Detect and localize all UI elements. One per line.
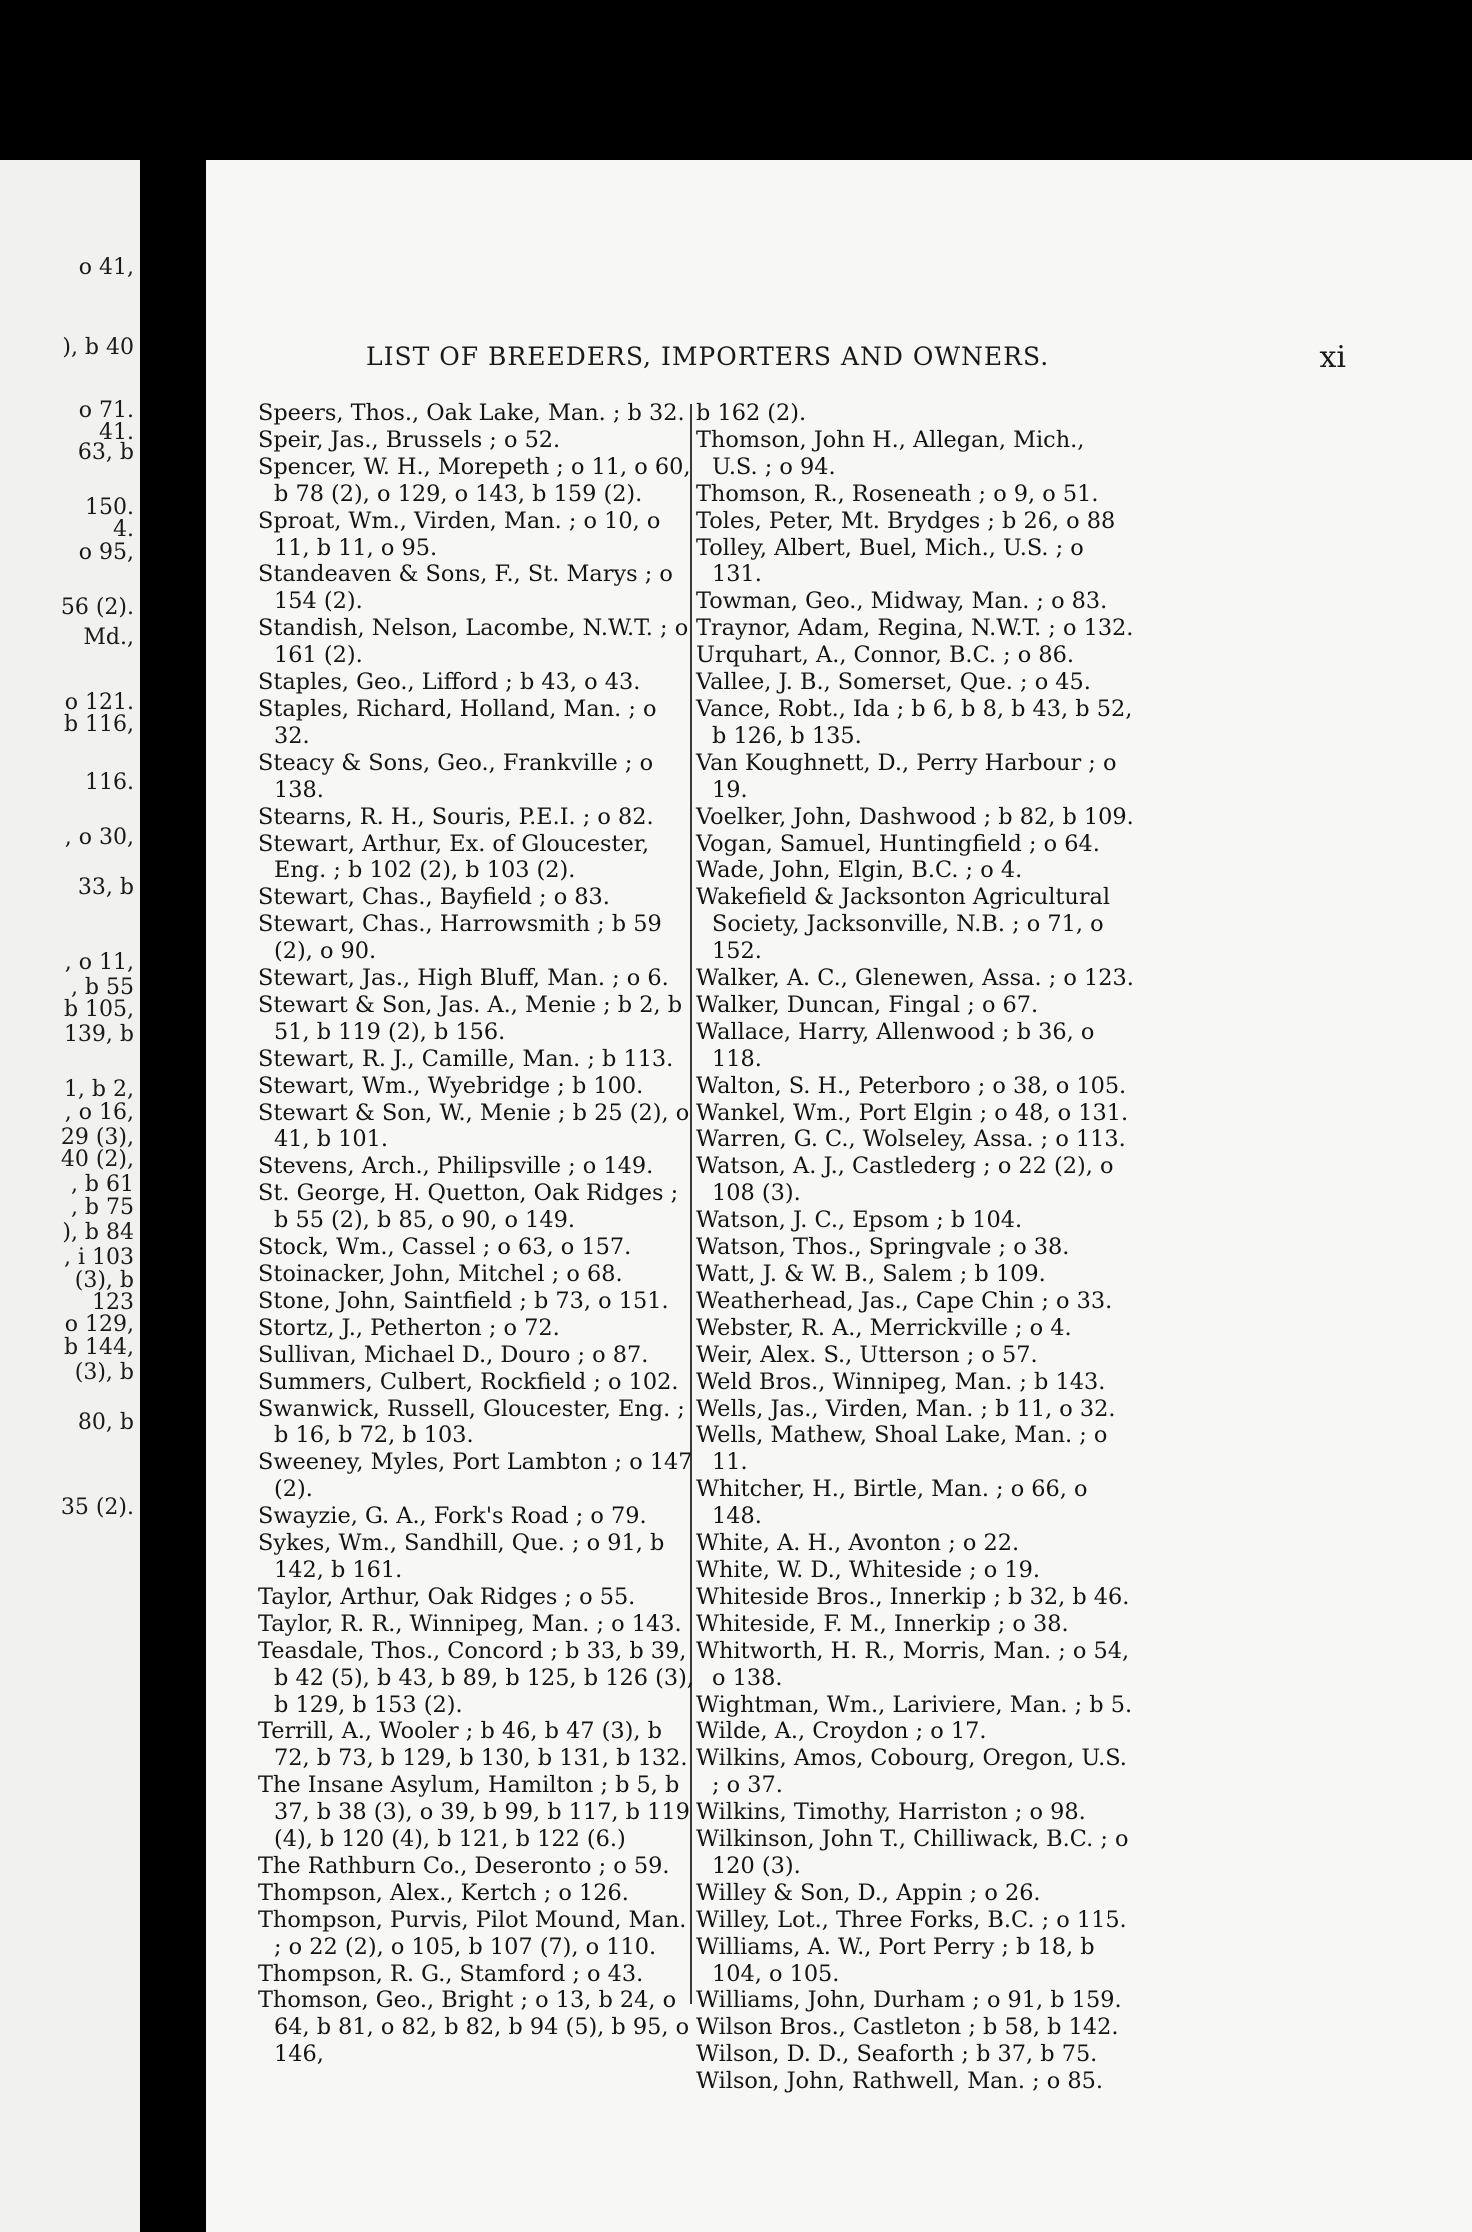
index-entry: Wells, Jas., Virden, Man. ; b 11, o 32. (696, 1395, 1116, 1422)
index-entry: Whitcher, H., Birtle, Man. ; o 66, o 148. (696, 1476, 1088, 1530)
index-entry: Stewart, Chas., Bayfield ; o 83. (258, 884, 610, 911)
facing-page-fragment: 116. (85, 770, 134, 795)
index-entry: Thomson, John H., Allegan, Mich., U.S. ; o 94. (696, 426, 1085, 480)
index-entry: Stewart, R. J., Camille, Man. ; b 113. (258, 1045, 674, 1072)
index-entry: Warren, G. C., Wolseley, Assa. ; o 113. (696, 1126, 1126, 1153)
facing-page-fragment: 123 (92, 1290, 134, 1315)
facing-page-fragment: 139, b (63, 1022, 134, 1047)
index-entry: Staples, Geo., Lifford ; b 43, o 43. (258, 669, 641, 696)
index-entry: Swanwick, Russell, Gloucester, Eng. ; b 16, b 72, b 103. (258, 1395, 685, 1449)
facing-page-fragment: 35 (2). (60, 1495, 134, 1520)
index-entry: Whitworth, H. R., Morris, Man. ; o 54, o 138. (696, 1637, 1130, 1691)
facing-page-fragment: 4. (113, 517, 134, 542)
facing-page-fragment: o 121. (64, 690, 134, 715)
index-entry: Sykes, Wm., Sandhill, Que. ; o 91, b 142, b 161. (258, 1530, 665, 1583)
index-entry: Vogan, Samuel, Huntingfield ; o 64. (696, 830, 1100, 857)
facing-page-fragment: o 95, (78, 540, 134, 565)
index-entry: Willey & Son, D., Appin ; o 26. (696, 1879, 1041, 1906)
index-entry: Stewart, Jas., High Bluff, Man. ; o 6. (258, 965, 669, 992)
index-entry: Toles, Peter, Mt. Brydges ; b 26, o 88 (696, 507, 1116, 534)
facing-page-fragment: 29 (3), (60, 1125, 134, 1150)
facing-page-fragment: , b 55 (70, 975, 134, 1000)
page-number: xi (1319, 340, 1346, 375)
index-entry: Standeaven & Sons, F., St. Marys ; o 154 (2). (258, 561, 673, 615)
facing-page-fragment: b 116, (63, 712, 134, 737)
index-entry: Stewart & Son, W., Menie ; b 25 (2), o 41, b 101. (258, 1099, 690, 1153)
index-entry: Weir, Alex. S., Utterson ; o 57. (696, 1341, 1038, 1368)
index-entry: Swayzie, G. A., Fork's Road ; o 79. (258, 1503, 647, 1530)
running-header (366, 342, 1346, 382)
index-entry: Stock, Wm., Cassel ; o 63, o 157. (258, 1234, 632, 1261)
right-column (696, 400, 1136, 2095)
facing-page-fragment: 33, b (77, 875, 134, 900)
index-entry: Wade, John, Elgin, B.C. ; o 4. (696, 857, 1023, 884)
facing-page-edge (0, 160, 140, 2232)
facing-page-fragment: (3), b (74, 1268, 134, 1293)
facing-page-fragment: , o 30, (64, 825, 134, 850)
index-entry: Vance, Robt., Ida ; b 6, b 8, b 43, b 52, b 126, b 135. (696, 695, 1133, 749)
index-entry: Urquhart, A., Connor, B.C. ; o 86. (696, 642, 1074, 669)
index-entry: Walker, A. C., Glenewen, Assa. ; o 123. (696, 965, 1134, 992)
index-entry: Van Koughnett, D., Perry Harbour ; o 19. (696, 749, 1117, 803)
index-entry: Walton, S. H., Peterboro ; o 38, o 105. (696, 1072, 1127, 1099)
index-entry: Whiteside Bros., Innerkip ; b 32, b 46. (696, 1583, 1130, 1610)
facing-page-fragment: 80, b (77, 1410, 134, 1435)
index-entry: Stewart & Son, Jas. A., Menie ; b 2, b 51, b 119 (2), b 156. (258, 991, 683, 1045)
index-entry: The Rathburn Co., Deseronto ; o 59. (258, 1852, 670, 1879)
index-entry: b 162 (2). (696, 400, 807, 426)
index-entry: Sweeney, Myles, Port Lambton ; o 147 (2). (258, 1449, 693, 1503)
facing-page-fragment: , b 75 (70, 1195, 134, 1220)
facing-page-fragment: , i 103 (63, 1245, 134, 1270)
index-entry: Williams, A. W., Port Perry ; b 18, b 104, o 105. (696, 1933, 1095, 1987)
index-entry: Thomson, R., Roseneath ; o 9, o 51. (696, 480, 1099, 507)
index-entry: Vallee, J. B., Somerset, Que. ; o 45. (696, 669, 1091, 696)
facing-page-fragment: b 105, (63, 997, 134, 1022)
index-entry: Speers, Thos., Oak Lake, Man. ; b 32. (258, 400, 685, 426)
index-entry: St. George, H. Quetton, Oak Ridges ; b 55 (2), b 85, o 90, o 149. (258, 1180, 679, 1234)
facing-page-fragment: , o 11, (64, 950, 134, 975)
facing-page-fragment: 40 (2), (60, 1147, 134, 1172)
index-entry: Wilkins, Amos, Cobourg, Oregon, U.S. ; o 37. (696, 1745, 1127, 1799)
index-entry: Webster, R. A., Merrickville ; o 4. (696, 1314, 1072, 1341)
index-entry: Stortz, J., Petherton ; o 72. (258, 1314, 560, 1341)
index-entry: Wightman, Wm., Lariviere, Man. ; b 5. (696, 1691, 1133, 1718)
index-entry: Whiteside, F. M., Innerkip ; o 38. (696, 1610, 1069, 1637)
index-entry: Wilkinson, John T., Chilliwack, B.C. ; o 120 (3). (696, 1826, 1129, 1879)
facing-page-fragment: 56 (2). (60, 595, 134, 620)
index-entry: Voelker, John, Dashwood ; b 82, b 109. (696, 803, 1134, 830)
index-entry: Thompson, R. G., Stamford ; o 43. (258, 1960, 644, 1987)
facing-page-fragment: o 71. (78, 398, 134, 423)
index-entry: White, W. D., Whiteside ; o 19. (696, 1556, 1040, 1583)
index-entry: Wilson, D. D., Seaforth ; b 37, b 75. (696, 2041, 1098, 2068)
index-entry: Stoinacker, John, Mitchel ; o 68. (258, 1261, 623, 1287)
index-entry: Thompson, Alex., Kertch ; o 126. (258, 1879, 629, 1906)
index-entry: Willey, Lot., Three Forks, B.C. ; o 115. (696, 1906, 1127, 1933)
facing-page-fragment: 150. (85, 495, 134, 520)
index-entry: Wells, Mathew, Shoal Lake, Man. ; o 11. (696, 1422, 1108, 1476)
index-entry: Watson, A. J., Castlederg ; o 22 (2), o 108 (3). (696, 1153, 1114, 1207)
index-entry: Spencer, W. H., Morepeth ; o 11, o 60, b 78 (2), o 129, o 143, b 159 (2). (258, 453, 691, 507)
index-entry: Wilkins, Timothy, Harriston ; o 98. (696, 1799, 1086, 1826)
left-column (258, 400, 698, 2068)
index-entry: The Insane Asylum, Hamilton ; b 5, b 37, b 38 (3), o 39, b 99, b 117, b 119 (4), b 120 (4), b 121, b 122 (6.) (258, 1772, 690, 1853)
index-entry: Thompson, Purvis, Pilot Mound, Man. ; o 22 (2), o 105, b 107 (7), o 110. (258, 1906, 687, 1960)
page-header-title: LIST OF BREEDERS, IMPORTERS AND OWNERS. (366, 342, 1050, 371)
index-entry: Williams, John, Durham ; o 91, b 159. (696, 1987, 1122, 2014)
index-entry: Weatherhead, Jas., Cape Chin ; o 33. (696, 1287, 1113, 1314)
facing-page-fragment: b 144, (63, 1335, 134, 1360)
facing-page-fragment: ), b 84 (62, 1220, 134, 1245)
index-entry: Teasdale, Thos., Concord ; b 33, b 39, b 42 (5), b 43, b 89, b 125, b 126 (3), b 129, b 153 (2). (258, 1637, 694, 1718)
index-entry: Taylor, Arthur, Oak Ridges ; o 55. (258, 1583, 636, 1610)
index-entry: Terrill, A., Wooler ; b 46, b 47 (3), b 72, b 73, b 129, b 130, b 131, b 132. (258, 1718, 688, 1772)
index-entry: Staples, Richard, Holland, Man. ; o 32. (258, 695, 657, 749)
index-entry: Wilde, A., Croydon ; o 17. (696, 1718, 987, 1745)
facing-page-fragment: o 41, (78, 255, 134, 280)
index-entry: Stewart, Wm., Wyebridge ; b 100. (258, 1072, 644, 1099)
index-entry: Walker, Duncan, Fingal ; o 67. (696, 991, 1039, 1018)
index-entry: Weld Bros., Winnipeg, Man. ; b 143. (696, 1368, 1106, 1395)
index-entry: Wankel, Wm., Port Elgin ; o 48, o 131. (696, 1099, 1129, 1126)
facing-page-fragment: , b 61 (70, 1172, 134, 1197)
index-entry: Wilson, John, Rathwell, Man. ; o 85. (696, 2068, 1104, 2095)
index-entry: Stewart, Chas., Harrowsmith ; b 59 (2), o 90. (258, 911, 662, 965)
index-entry: Summers, Culbert, Rockfield ; o 102. (258, 1368, 679, 1395)
facing-page-fragment: ), b 40 (62, 335, 134, 360)
index-entry: Stewart, Arthur, Ex. of Gloucester, Eng. ; b 102 (2), b 103 (2). (258, 830, 650, 884)
index-entry: Thomson, Geo., Bright ; o 13, b 24, o 64, b 81, o 82, b 82, b 94 (5), b 95, o 146, (258, 1987, 690, 2068)
index-entry: Traynor, Adam, Regina, N.W.T. ; o 132. (696, 615, 1134, 642)
facing-page-fragment: 41. (99, 420, 134, 445)
index-entry: White, A. H., Avonton ; o 22. (696, 1530, 1020, 1557)
index-entry: Stearns, R. H., Souris, P.E.I. ; o 82. (258, 803, 654, 830)
index-entry: Stevens, Arch., Philipsville ; o 149. (258, 1153, 654, 1180)
index-entry: Wilson Bros., Castleton ; b 58, b 142. (696, 2014, 1119, 2041)
index-entry: Watson, Thos., Springvale ; o 38. (696, 1234, 1070, 1261)
facing-page-fragment: o 129, (64, 1312, 134, 1337)
index-entry: Standish, Nelson, Lacombe, N.W.T. ; o 161 (2). (258, 615, 689, 669)
index-entry: Watson, J. C., Epsom ; b 104. (696, 1207, 1023, 1234)
index-entry: Wallace, Harry, Allenwood ; b 36, o 118. (696, 1018, 1095, 1072)
index-entry: Sullivan, Michael D., Douro ; o 87. (258, 1341, 649, 1368)
index-entry: Wakefield & Jacksonton Agricultural Society, Jacksonville, N.B. ; o 71, o 152. (696, 884, 1111, 965)
index-entry: Tolley, Albert, Buel, Mich., U.S. ; o 131. (696, 534, 1084, 588)
index-entry: Towman, Geo., Midway, Man. ; o 83. (696, 588, 1108, 615)
facing-page-fragment: (3), b (74, 1360, 134, 1385)
facing-page-fragment: 1, b 2, (63, 1077, 134, 1102)
index-entry: Steacy & Sons, Geo., Frankville ; o 138. (258, 749, 654, 803)
index-entry: Speir, Jas., Brussels ; o 52. (258, 426, 561, 453)
index-entry: Sproat, Wm., Virden, Man. ; o 10, o 11, b 11, o 95. (258, 507, 661, 561)
index-entry: Watt, J. & W. B., Salem ; b 109. (696, 1261, 1046, 1287)
index-entry: Stone, John, Saintfield ; b 73, o 151. (258, 1287, 669, 1314)
document-page (206, 160, 1472, 2232)
facing-page-fragment: Md., (83, 625, 134, 650)
page-gutter (140, 0, 206, 2232)
facing-page-fragment: 63, b (77, 440, 134, 465)
index-entry: Taylor, R. R., Winnipeg, Man. ; o 143. (258, 1610, 682, 1637)
facing-page-fragment: , o 16, (64, 1100, 134, 1125)
